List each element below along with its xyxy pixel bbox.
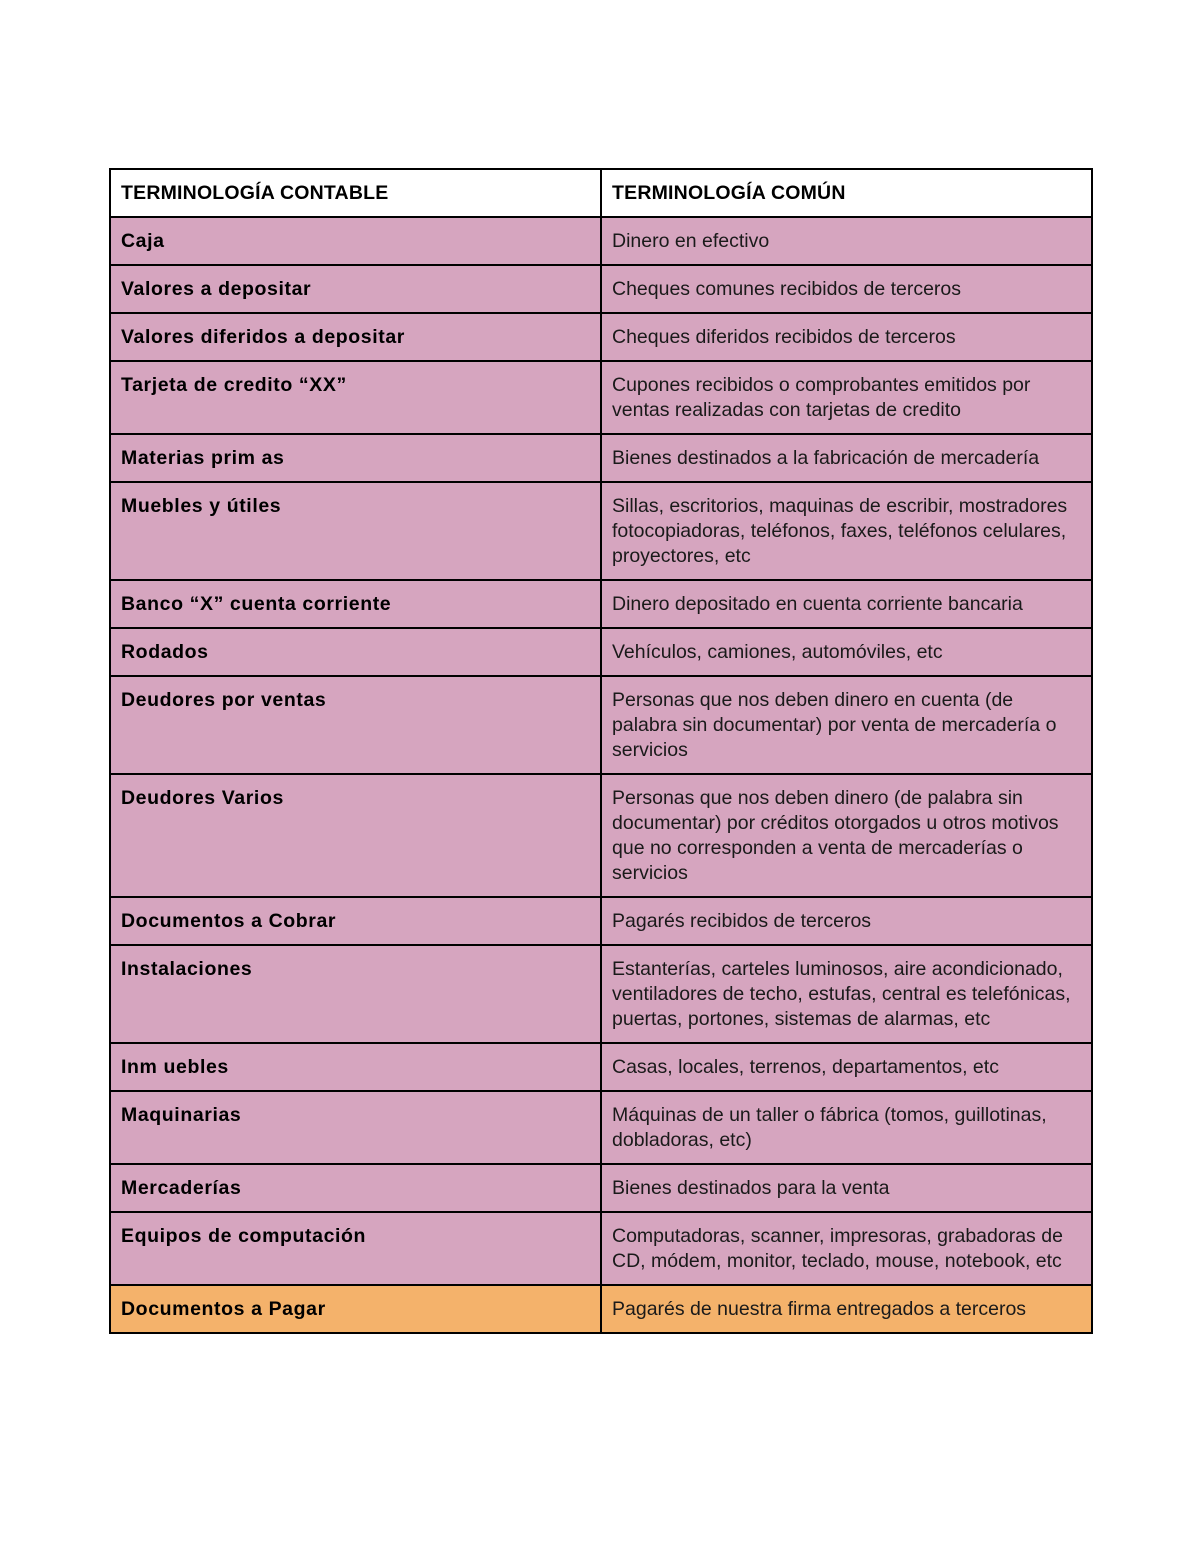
accounting-term-cell: Muebles y útiles (110, 482, 601, 580)
common-term-cell: Máquinas de un taller o fábrica (tomos, guillotinas, dobladoras, etc) (601, 1091, 1092, 1164)
accounting-term-cell: Valores a depositar (110, 265, 601, 313)
table-row (110, 945, 1092, 1043)
table-row (110, 482, 1092, 580)
accounting-term-cell: Equipos de computación (110, 1212, 601, 1285)
common-term-cell: Bienes destinados a la fabricación de mercadería (601, 434, 1092, 482)
accounting-term-cell: Deudores por ventas (110, 676, 601, 774)
accounting-term-cell: Valores diferidos a depositar (110, 313, 601, 361)
common-term-cell: Cupones recibidos o comprobantes emitidos por ventas realizadas con tarjetas de credito (601, 361, 1092, 434)
accounting-term-cell: Rodados (110, 628, 601, 676)
table-body (110, 217, 1092, 1333)
common-term-cell: Bienes destinados para la venta (601, 1164, 1092, 1212)
common-term-cell: Estanterías, carteles luminosos, aire acondicionado, ventiladores de techo, estufas, central es telefónicas, puertas, portones, sistemas de alarmas, etc (601, 945, 1092, 1043)
accounting-term-cell: Instalaciones (110, 945, 601, 1043)
table-row (110, 1164, 1092, 1212)
common-term-cell: Vehículos, camiones, automóviles, etc (601, 628, 1092, 676)
common-term-cell: Pagarés recibidos de terceros (601, 897, 1092, 945)
header-accounting-terminology: TERMINOLOGÍA CONTABLE (110, 169, 601, 217)
common-term-cell: Dinero depositado en cuenta corriente bancaria (601, 580, 1092, 628)
table-row (110, 580, 1092, 628)
table-header (110, 169, 1092, 217)
accounting-term-cell: Deudores Varios (110, 774, 601, 897)
accounting-term-cell: Documentos a Pagar (110, 1285, 601, 1333)
table-row (110, 265, 1092, 313)
common-term-cell: Personas que nos deben dinero en cuenta (de palabra sin documentar) por venta de mercadería o servicios (601, 676, 1092, 774)
accounting-term-cell: Maquinarias (110, 1091, 601, 1164)
table-row (110, 1043, 1092, 1091)
table-row (110, 1091, 1092, 1164)
common-term-cell: Cheques diferidos recibidos de terceros (601, 313, 1092, 361)
common-term-cell: Casas, locales, terrenos, departamentos, etc (601, 1043, 1092, 1091)
table-row (110, 313, 1092, 361)
accounting-term-cell: Documentos a Cobrar (110, 897, 601, 945)
common-term-cell: Computadoras, scanner, impresoras, grabadoras de CD, módem, monitor, teclado, mouse, notebook, etc (601, 1212, 1092, 1285)
accounting-term-cell: Mercaderías (110, 1164, 601, 1212)
table-row (110, 774, 1092, 897)
table-row (110, 361, 1092, 434)
common-term-cell: Sillas, escritorios, maquinas de escribir, mostradores fotocopiadoras, teléfonos, faxes, teléfonos celulares, proyectores, etc (601, 482, 1092, 580)
accounting-term-cell: Caja (110, 217, 601, 265)
common-term-cell: Pagarés de nuestra firma entregados a terceros (601, 1285, 1092, 1333)
common-term-cell: Cheques comunes recibidos de terceros (601, 265, 1092, 313)
accounting-term-cell: Banco “X” cuenta corriente (110, 580, 601, 628)
accounting-term-cell: Inm uebles (110, 1043, 601, 1091)
header-common-terminology: TERMINOLOGÍA COMÚN (601, 169, 1092, 217)
header-row (110, 169, 1092, 217)
accounting-term-cell: Materias prim as (110, 434, 601, 482)
terminology-table (109, 168, 1093, 1334)
table-row (110, 434, 1092, 482)
table-row (110, 1212, 1092, 1285)
table-row (110, 897, 1092, 945)
common-term-cell: Personas que nos deben dinero (de palabra sin documentar) por créditos otorgados u otros motivos que no corresponden a venta de mercaderías o servicios (601, 774, 1092, 897)
table-row (110, 1285, 1092, 1333)
table-row (110, 217, 1092, 265)
common-term-cell: Dinero en efectivo (601, 217, 1092, 265)
table-row (110, 628, 1092, 676)
accounting-term-cell: Tarjeta de credito “XX” (110, 361, 601, 434)
table-row (110, 676, 1092, 774)
